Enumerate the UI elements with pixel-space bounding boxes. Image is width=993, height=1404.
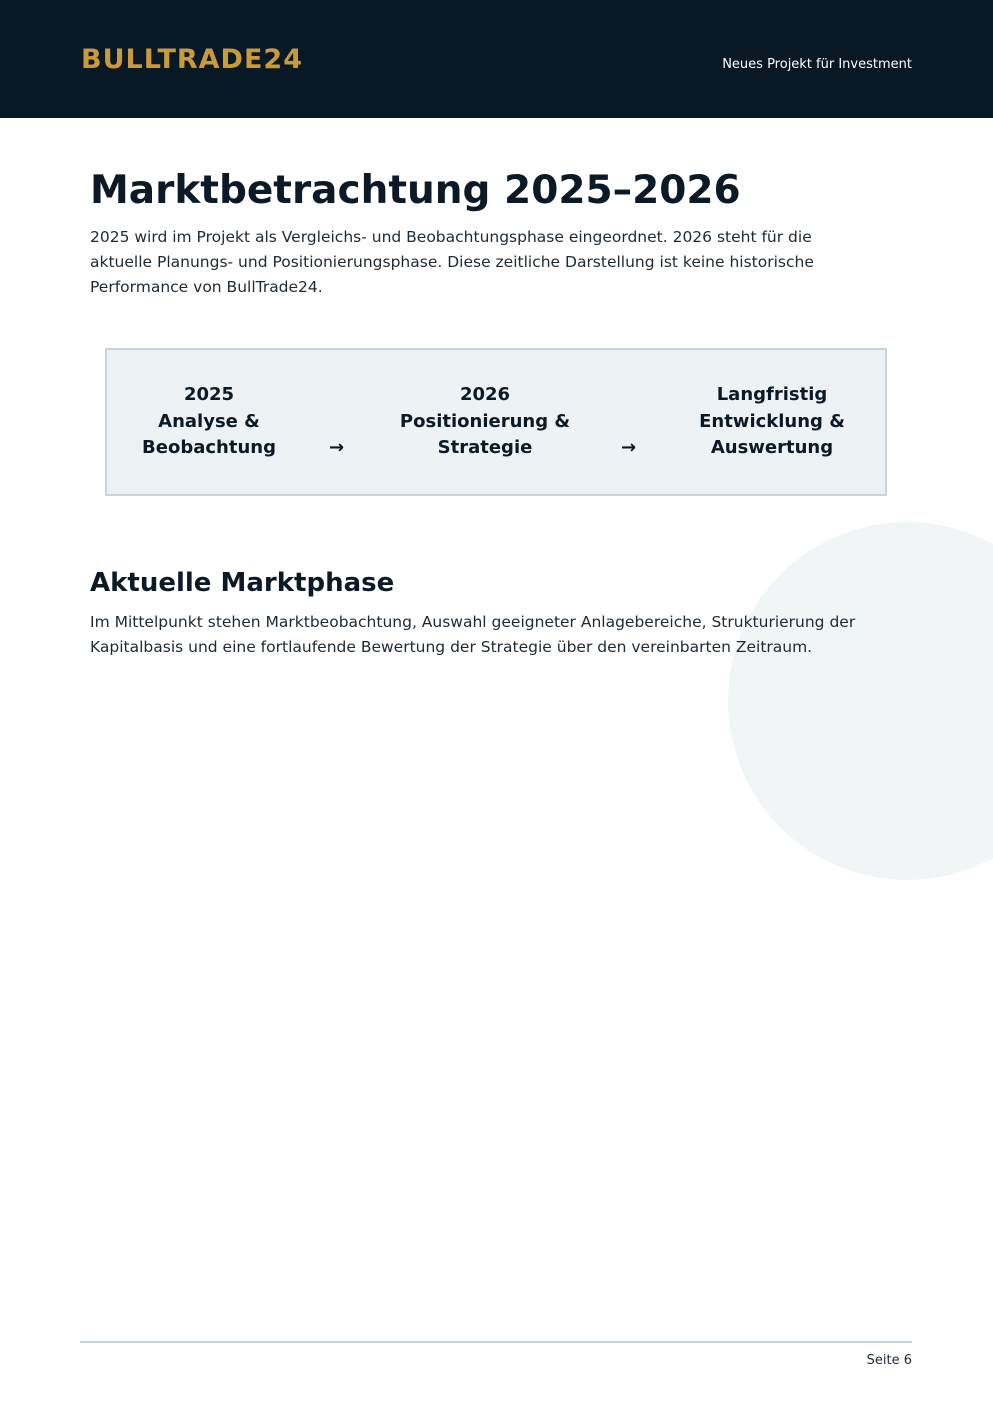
phase-label-line: Beobachtung bbox=[142, 437, 276, 458]
timeline-box bbox=[105, 348, 887, 496]
timeline-phase-2026 bbox=[385, 382, 585, 462]
phase-year: 2026 bbox=[459, 384, 511, 405]
phase-label-line: Entwicklung & bbox=[699, 410, 845, 432]
page-number: Seite 6 bbox=[866, 1353, 912, 1368]
phase-label-line: Analyse & bbox=[158, 410, 260, 432]
brand-logo-text: BULLTRADE24 bbox=[81, 44, 303, 75]
arrow-right-icon: → bbox=[329, 437, 345, 458]
timeline-phase-longterm bbox=[682, 382, 862, 462]
phase-year: Langfristig bbox=[716, 384, 828, 405]
decorative-circle bbox=[728, 522, 993, 880]
intro-paragraph: 2025 wird im Projekt als Vergleichs- und Beobachtungsphase eingeordnet. 2026 steht für die aktuelle Planungs- und Positionierungsphase. Diese zeitliche Darstellung ist keine historische Performance von BullTrade24. bbox=[90, 228, 814, 296]
header-tagline: Neues Projekt für Investment bbox=[722, 57, 912, 72]
section-paragraph: Im Mittelpunkt stehen Marktbeobachtung, Auswahl geeigneter Anlagebereiche, Strukturierung der Kapitalbasis und eine fortlaufende Bewertung der Strategie über den vereinbarten Zeitraum. bbox=[90, 613, 856, 656]
section-heading: Aktuelle Marktphase bbox=[90, 568, 395, 598]
page-title: Marktbetrachtung 2025–2026 bbox=[90, 168, 741, 213]
footer-divider bbox=[80, 1341, 912, 1343]
page-header bbox=[0, 0, 993, 118]
phase-year: 2025 bbox=[183, 384, 235, 405]
arrow-right-icon: → bbox=[621, 437, 637, 458]
timeline-phase-2025 bbox=[119, 382, 299, 462]
phase-label-line: Strategie bbox=[437, 437, 533, 458]
phase-label-line: Auswertung bbox=[710, 437, 834, 458]
phase-label-line: Positionierung & bbox=[399, 410, 571, 432]
